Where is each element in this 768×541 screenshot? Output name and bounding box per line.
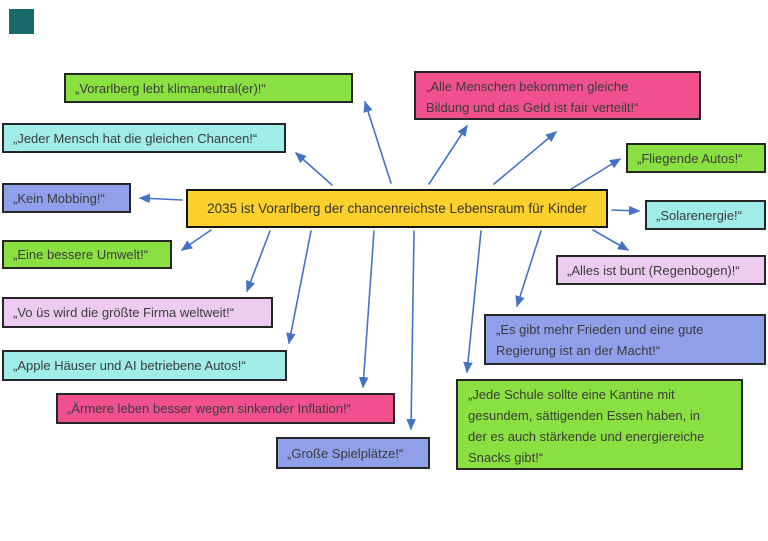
idea-box-solarenergie	[645, 200, 766, 230]
idea-box-bessere-umwelt	[2, 240, 172, 269]
idea-box-groesste-firma	[2, 297, 273, 328]
arrow-to-umwelt	[182, 230, 211, 250]
idea-box-inflation	[56, 393, 395, 424]
idea-text: „Vorarlberg lebt klimaneutral(er)!“	[75, 80, 266, 96]
arrow-to-schulkantine	[467, 231, 481, 372]
idea-box-fliegende-autos	[626, 143, 766, 173]
idea-box-apple-haeuser	[2, 350, 287, 381]
central-statement-text: 2035 ist Vorarlberg der chancenreichste Lebensraum für Kinder	[207, 201, 587, 216]
arrow-to-inflation	[363, 231, 374, 387]
idea-text: „Vo üs wird die größte Firma weltweit!“	[13, 305, 235, 320]
idea-box-klimaneutral	[64, 73, 353, 103]
idea-box-alles-bunt	[556, 255, 766, 285]
arrow-to-fliegende-autos	[568, 159, 620, 191]
arrow-to-solarenergie	[612, 210, 639, 211]
arrow-to-bildung-right	[494, 132, 556, 184]
idea-text: „Eine bessere Umwelt!“	[13, 247, 149, 262]
arrow-to-apple-haeuser	[289, 231, 311, 343]
idea-text-line: „Alle Menschen bekommen gleiche	[426, 79, 629, 94]
idea-text-line: Regierung ist an der Macht!“	[496, 343, 661, 358]
idea-text-line: gesundem, sättigenden Essen haben, in	[468, 408, 701, 423]
idea-text: „Ärmere leben besser wegen sinkender Inflation!“	[67, 401, 351, 416]
idea-text-line: Snacks gibt!“	[468, 450, 544, 465]
arrow-to-mobbing	[140, 198, 182, 200]
idea-text-line: der es auch stärkende und energiereiche	[468, 429, 705, 444]
arrow-to-spielplaetze	[411, 231, 414, 429]
idea-text-line: „Jede Schule sollte eine Kantine mit	[468, 387, 675, 402]
idea-text: „Solarenergie!“	[656, 207, 742, 223]
idea-text: „Große Spielplätze!“	[287, 445, 404, 461]
arrow-to-alles-bunt	[593, 230, 628, 250]
arrow-to-chancen	[296, 153, 332, 185]
idea-text-line: „Es gibt mehr Frieden und eine gute	[496, 322, 704, 337]
idea-box-chancen	[2, 123, 286, 153]
idea-box-frieden-regierung	[484, 314, 766, 365]
arrow-to-frieden	[517, 231, 541, 306]
idea-box-spielplaetze	[276, 437, 430, 469]
idea-text: „Alles ist bunt (Regenbogen)!“	[567, 262, 740, 278]
idea-box-kein-mobbing	[2, 183, 131, 213]
idea-text: „Apple Häuser und AI betriebene Autos!“	[13, 358, 246, 373]
arrow-to-bildung-left	[429, 126, 467, 184]
idea-box-bildung	[414, 71, 701, 120]
idea-text: „Jeder Mensch hat die gleichen Chancen!“	[13, 130, 258, 146]
idea-text-line: Bildung und das Geld ist fair verteilt!“	[426, 100, 639, 115]
idea-box-schulkantine	[456, 379, 743, 470]
arrow-to-klimaneutral	[365, 102, 391, 183]
idea-text: „Fliegende Autos!“	[637, 150, 743, 166]
central-statement-box	[186, 189, 608, 228]
idea-text: „Kein Mobbing!“	[13, 190, 105, 206]
arrow-to-groesste-firma	[247, 231, 270, 291]
